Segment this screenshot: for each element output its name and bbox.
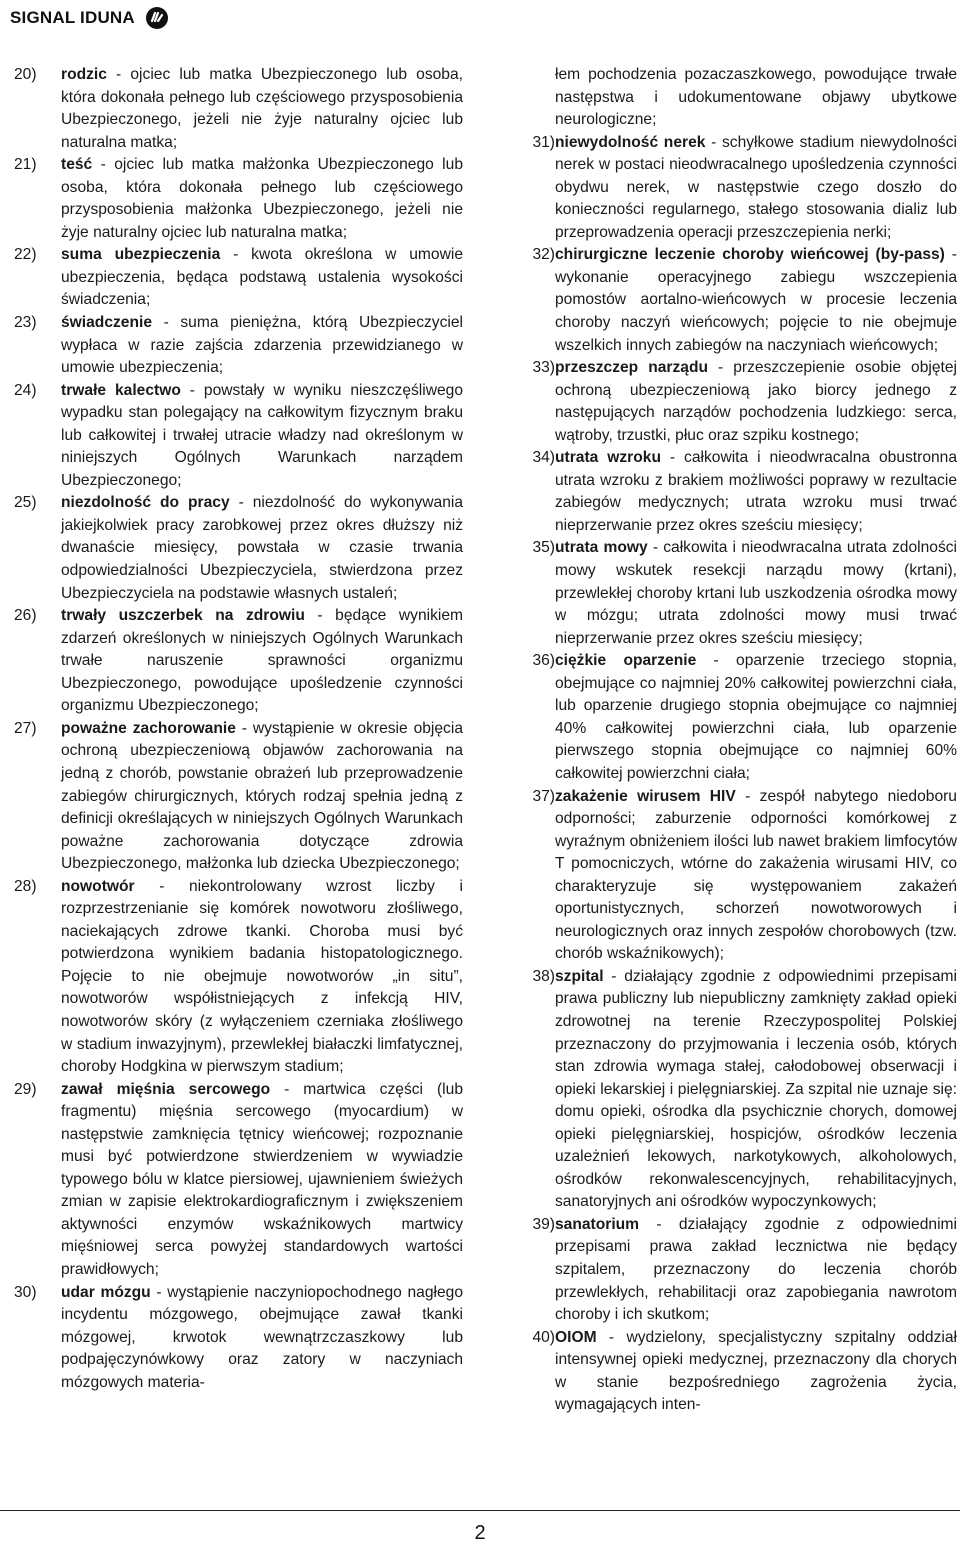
defined-term: zakażenie wirusem HIV <box>555 787 736 805</box>
definition-number: 33) <box>532 359 555 377</box>
definitions-right-column <box>500 64 957 1417</box>
defined-term: suma ubezpieczenia <box>61 246 221 264</box>
definition-number: 36) <box>532 652 555 670</box>
definition-text <box>61 876 463 1079</box>
brand-name: SIGNAL IDUNA <box>10 8 135 27</box>
definition-item <box>14 492 463 605</box>
definition-text <box>555 447 957 537</box>
definition-number: 32) <box>532 246 555 264</box>
defined-term: udar mózgu <box>61 1283 151 1301</box>
defined-term: niewydolność nerek <box>555 133 706 151</box>
definition-body: - ojciec lub matka małżonka Ubezpieczonego lub osoba, która dokonała pełnego lub częściowego przysposobienia małżonka Ubezpieczonego, jeżeli nie żyje naturalny ojciec lub naturalna matka; <box>61 156 463 241</box>
definition-item <box>500 357 957 447</box>
definition-number: 23) <box>14 314 37 332</box>
definition-item <box>14 64 463 154</box>
definition-number: 38) <box>532 967 555 985</box>
definition-item <box>14 312 463 380</box>
definition-number: 31) <box>532 133 555 151</box>
definition-number: 37) <box>532 787 555 805</box>
definition-body: - suma pieniężna, którą Ubezpieczyciel wypłaca w razie zajścia zdarzenia przewidzianego w umowie ubezpieczenia; <box>61 314 463 377</box>
definition-text <box>555 537 957 650</box>
definition-number: 24) <box>14 381 37 399</box>
definition-body: - powstały w wyniku nieszczęśliwego wypadku stan polegający na całkowitym fizycznym braku lub całkowitej i trwałej utracie władzy nad określonym w niniejszych Ogólnych Warunkach narządem Ubezpieczonego; <box>61 381 463 489</box>
definition-body: - zespół nabytego niedoboru odporności; zaburzenie odporności komórkowej z wyraźnym obniżeniem ilości lub nawet brakiem limfocytów T pomocniczych, wtórne do zakażenia wirusami HIV, co charakteryzuje się występowaniem zakażeń oportunistycznych, schorzeń nowotworowych i neurologicznych oraz innych zespołów chorobowych (tzw. chorób wskaźnikowych); <box>555 787 957 963</box>
definition-item <box>500 650 957 785</box>
defined-term: zawał mięśnia sercowego <box>61 1080 271 1098</box>
definition-item <box>14 605 463 718</box>
defined-term: niezdolność do pracy <box>61 494 230 512</box>
definition-body: - będące wynikiem zdarzeń określonych w niniejszych Ogólnych Warunkach trwałe naruszenie sprawności organizmu Ubezpieczonego, powodujące upośledzenie czynności organizmu Ubezpieczonego; <box>61 607 463 715</box>
definition-item <box>14 380 463 493</box>
defined-term: chirurgiczne leczenie choroby wieńcowej (by-pass) <box>555 246 945 264</box>
footer-divider <box>0 1510 960 1511</box>
definition-body: - niezdolność do wykonywania jakiejkolwiek pracy zarobkowej przez okres dłuższy niż dwanaście miesięcy, powstała w czasie trwania odpowiedzialności Ubezpieczyciela, stwierdzona przez Ubezpieczyciela na podstawie własnych ustaleń; <box>61 494 463 602</box>
definition-number: 22) <box>14 246 37 264</box>
definition-item <box>500 1214 957 1327</box>
definition-body: - przeszczepienie osobie objętej ochroną ubezpieczeniową jako biorcy jednego z następujących narządów pochodzenia ludzkiego: serca, wątroby, trzustki, płuc oraz szpiku kostnego; <box>555 359 957 444</box>
defined-term: poważne zachorowanie <box>61 719 236 737</box>
defined-term: rodzic <box>61 66 107 83</box>
definition-text <box>61 64 463 154</box>
definition-number: 35) <box>532 539 555 557</box>
definition-body: - schyłkowe stadium niewydolności nerek w postaci nieodwracalnego upośledzenia czynności obydwu nerek, w następstwie czego doszło do konieczności regularnego, stałego stosowania dializ lub przeprowadzenia operacji przeszczepienia nerki; <box>555 133 957 241</box>
definition-text <box>555 357 957 447</box>
defined-term: trwałe kalectwo <box>61 381 181 399</box>
defined-term: przeszczep narządu <box>555 359 709 377</box>
definition-body: - całkowita i nieodwracalna utrata zdolności mowy wskutek resekcji narządu mowy (krtani), przewlekłej choroby krtani lub uszkodzenia ośrodka mowy w mózgu; utrata zdolności mowy musi trwać nieprzerwanie przez okres sześciu miesięcy; <box>555 539 957 647</box>
defined-term: utrata mowy <box>555 539 648 557</box>
definition-text <box>61 244 463 312</box>
definitions-left-column <box>14 64 463 1394</box>
defined-term: szpital <box>555 967 604 985</box>
definition-text <box>61 1079 463 1282</box>
definition-text <box>555 966 957 1214</box>
definition-item <box>500 1327 957 1417</box>
definition-body: - wydzielony, specjalistyczny szpitalny oddział intensywnej opieki medycznej, przeznaczony dla chorych w stanie bezpośredniego zagrożenia życia, wymagających inten- <box>555 1328 957 1414</box>
definition-number: 34) <box>532 449 555 467</box>
definition-body: - całkowita i nieodwracalna obustronna utrata wzroku z brakiem możliwości poprawy w rezultacie zabiegów medycznych; utrata wzroku musi trwać nieprzerwanie przez okres sześciu miesięcy; <box>555 449 958 534</box>
definition-item <box>500 244 957 357</box>
definition-item <box>500 786 957 966</box>
definition-body: - wystąpienie w okresie objęcia ochroną ubezpieczeniową objawów zachorowania na jedną z chorób, powstanie obrażeń lub przeprowadzenie zabiegów chirurgicznych, których rodzaj spełnia jedną z definicji określających w niniejszych Ogólnych Warunkach poważne zachorowania dotyczące zdrowia Ubezpieczonego, małżonka lub dziecka Ubezpieczonego; <box>61 719 463 873</box>
definition-number: 39) <box>532 1215 555 1233</box>
defined-term: nowotwór <box>61 877 135 895</box>
definition-item <box>14 244 463 312</box>
definition-body: - ojciec lub matka Ubezpieczonego lub osoba, która dokonała pełnego lub częściowego przysposobienia Ubezpieczonego, jeżeli nie żyje naturalny ojciec lub naturalna matka; <box>61 66 463 151</box>
definition-number: 30) <box>14 1283 37 1301</box>
defined-term: ciężkie oparzenie <box>555 652 697 670</box>
definition-continuation: łem pochodzenia pozaczaszkowego, powodujące trwałe następstwa i udokumentowane objawy ubytkowe neurologiczne; <box>555 66 957 129</box>
signal-iduna-logo-icon <box>145 6 169 30</box>
definition-body: - oparzenie trzeciego stopnia, obejmujące co najmniej 20% całkowitej powierzchni ciała, lub oparzenie drugiego stopnia obejmujące co najmniej 40% całkowitej powierzchni ciała, lub oparzenie pierwszego stopnia obejmujące co najmniej 60% całkowitej powierzchni ciała; <box>555 652 958 782</box>
definition-number: 28) <box>14 877 37 895</box>
definition-item <box>500 966 957 1214</box>
definition-item <box>14 154 463 244</box>
definition-item <box>500 537 957 650</box>
definition-text <box>61 718 463 876</box>
definition-text <box>61 154 463 244</box>
definition-number: 25) <box>14 494 37 512</box>
definition-item <box>14 718 463 876</box>
page-header <box>10 2 169 34</box>
definition-body: - działający zgodnie z odpowiednimi przepisami prawa publiczny lub niepubliczny zamknięty zakład opieki zdrowotnej na terenie Rzeczypospolitej Polskiej przeznaczony do przyjmowania i leczenia osób, których stan zdrowia wymaga stałej, całodobowej obserwacji i opieki lekarskiej i pielęgniarskiej. Za szpital nie uznaje się: domu opieki, ośrodka dla psychicznie chorych, domowej opieki pielęgniarskiej, hospicjów, ośrodków leczenia uzależnień lekowych, narkotykowych, alkoholowych, ośrodków rekonwalescencyjnych, rehabilitacyjnych, sanatoryjnych ani ośrodków wypoczynkowych; <box>555 967 957 1211</box>
definition-text <box>555 1214 957 1327</box>
definition-body: - wystąpienie naczyniopochodnego nagłego incydentu mózgowego, obejmujące zawał tkanki mózgowej, krwotok wewnątrzczaszkowy lub podpajęczynówkowy oraz zatory w naczyniach mózgowych materia- <box>61 1283 463 1391</box>
definition-item <box>14 1282 463 1395</box>
definition-text <box>555 786 957 966</box>
definition-item <box>500 132 957 245</box>
definition-text <box>555 244 957 357</box>
definition-item <box>14 876 463 1079</box>
defined-term: świadczenie <box>61 314 153 332</box>
page-number: 2 <box>474 1522 486 1544</box>
definition-text <box>61 1282 463 1395</box>
defined-term: teść <box>61 156 93 174</box>
definition-body: - działający zgodnie z odpowiednimi przepisami prawa zakład lecznictwa nie będący szpitalem, przeznaczony do leczenia chorób przewlekłych, rehabilitacji oraz zapobiegania nawrotom choroby i ich skutkom; <box>555 1215 957 1324</box>
definition-text <box>555 1327 957 1417</box>
definition-number: 21) <box>14 156 37 174</box>
defined-term: OIOM <box>555 1328 597 1346</box>
definition-body: - niekontrolowany wzrost liczby i rozprzestrzenianie się komórek nowotworu złośliwego, naciekających zdrowe tkanki. Choroba musi być potwierdzona wynikiem badania histopatologicznego. Pojęcie to nie obejmuje nowotworów „in situ”, nowotworów współistniejących z infekcją HIV, nowotworów skóry (z wyłączeniem czerniaka złośliwego w stadium inwazyjnym), przewlekłej białaczki limfatycznej, choroby Hodgkina w pierwszym stadium; <box>61 877 463 1076</box>
definition-body: - martwica części (lub fragmentu) mięśnia sercowego (myocardium) w następstwie zamknięcia tętnicy wieńcowej; rozpoznanie musi być potwierdzone stwierdzeniem w wywiadzie typowego bólu w klatce piersiowej, ujawnieniem świeżych zmian w zapisie elektrokardiograficznym i zwiększeniem aktywności enzymów wskaźnikowych martwicy mięśniowej serca powyżej standardowych wartości prawidłowych; <box>61 1080 463 1278</box>
definition-body: - kwota określona w umowie ubezpieczenia, będąca podstawą ustalenia wysokości świadczenia; <box>61 246 463 309</box>
defined-term: trwały uszczerbek na zdrowiu <box>61 607 305 625</box>
definition-text <box>555 650 957 785</box>
definition-item <box>14 1079 463 1282</box>
definition-number: 26) <box>14 607 37 625</box>
definition-text <box>61 312 463 380</box>
definition-number: 29) <box>14 1080 37 1098</box>
definition-number: 20) <box>14 66 37 83</box>
defined-term: sanatorium <box>555 1215 640 1233</box>
definition-item <box>500 447 957 537</box>
definition-text <box>61 492 463 605</box>
defined-term: utrata wzroku <box>555 449 661 467</box>
definition-text <box>61 605 463 718</box>
definition-text <box>61 380 463 493</box>
definition-body: - wykonanie operacyjnego zabiegu wszczepienia pomostów aortalno-wieńcowych w procesie leczenia choroby naczyń wieńcowych; pojęcie to nie obejmuje wszelkich innych zabiegów na naczyniach wieńcowych; <box>555 246 957 354</box>
definition-number: 40) <box>532 1328 555 1346</box>
definition-text <box>555 132 957 245</box>
definition-number: 27) <box>14 719 37 737</box>
